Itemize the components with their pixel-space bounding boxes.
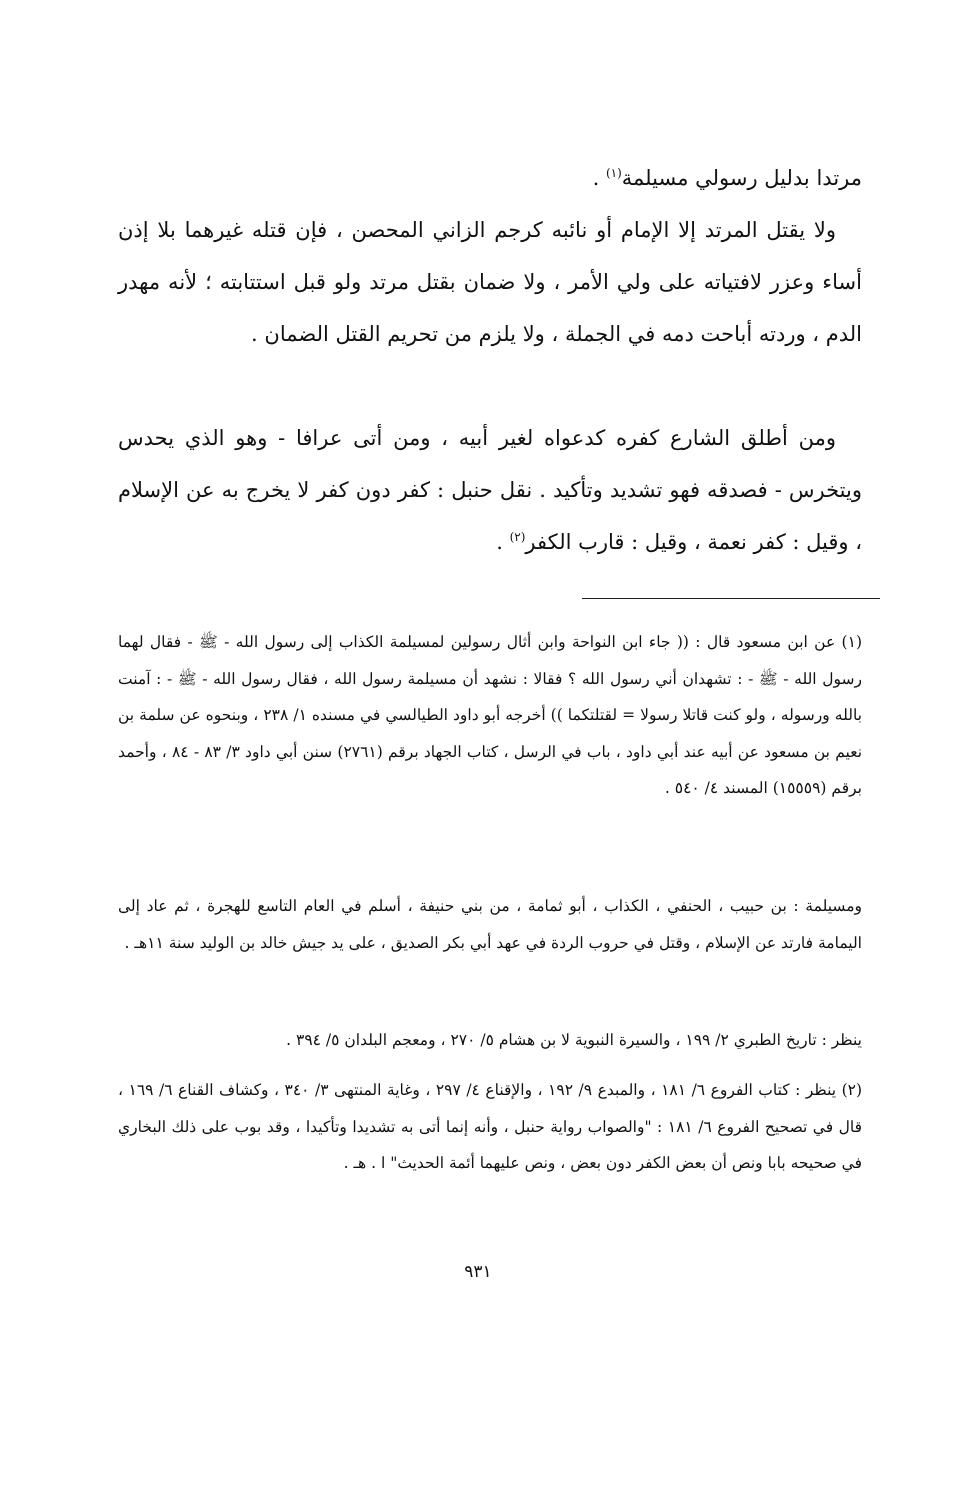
footnote-1-references-text: ينظر : تاريخ الطبري ٢/ ١٩٩ ، والسيرة النبوية لا بن هشام ٥/ ٢٧٠ ، ومعجم البلدان ٥/ ٣٩٤ . — [286, 1031, 862, 1049]
para3-end: . — [496, 530, 510, 554]
body-paragraph-3 — [118, 412, 862, 568]
body-paragraph-2 — [118, 204, 862, 360]
body-paragraph-1 — [118, 152, 862, 204]
footnote-separator — [582, 598, 880, 599]
footnote-ref-1[interactable]: (١) — [605, 166, 622, 180]
para3-text: ومن أطلق الشارع كفره كدعواه لغير أبيه ، ومن أتى عرافا - وهو الذي يحدس ويتخرس - فصدقه فهو تشديد وتأكيد . نقل حنبل : كفر دون كفر لا يخرج به عن الإسلام ، وقيل : كفر نعمة ، وقيل : قارب الكفر — [118, 426, 862, 554]
footnote-1-references — [118, 1022, 862, 1059]
para2-text: ولا يقتل المرتد إلا الإمام أو نائبه كرجم الزاني المحصن ، فإن قتله غيرهما بلا إذن أساء وعزر لافتياته على ولي الأمر ، ولا ضمان بقتل مرتد ولو قبل استتابته ؛ لأنه مهدر الدم ، وردته أباحت دمه في الجملة ، ولا يلزم من تحريم القتل الضمان . — [118, 218, 862, 346]
para1-end: . — [592, 166, 606, 190]
para1-text: مرتدا بدليل رسولي مسيلمة — [621, 166, 862, 190]
footnote-1-musaylima — [118, 888, 862, 961]
footnote-ref-2[interactable]: (٢) — [509, 530, 526, 544]
page-number: ٩٣١ — [464, 1262, 492, 1282]
footnote-1-musaylima-text: ومسيلمة : بن حبيب ، الحنفي ، الكذاب ، أبو ثمامة ، من بني حنيفة ، أسلم في العام التاسع للهجرة ، ثم عاد إلى اليمامة فارتد عن الإسلام ، وقتل في حروب الردة في عهد أبي بكر الصديق ، على يد جيش خالد بن الوليد سنة ١١هـ . — [118, 897, 862, 952]
footnote-1-text: (١) عن ابن مسعود قال : (( جاء ابن النواحة وابن أثال رسولين لمسيلمة الكذاب إلى رسول الله - ﷺ - فقال لهما رسول الله - ﷺ - : تشهدان أني رسول الله ؟ فقالا : نشهد أن مسيلمة رسول الله ، فقال رسول الله - ﷺ - : آمنت بالله ورسوله ، ولو كنت قاتلا رسولا = لقتلتكما )) أخرجه أبو داود الطيالسي في مسنده ١/ ٢٣٨ ، وبنحوه عن سلمة بن نعيم بن مسعود عن أبيه عند أبي داود ، باب في الرسل ، كتاب الجهاد برقم (٢٧٦١) سنن أبي داود ٣/ ٨٣ - ٨٤ ، وأحمد برقم (١٥٥٥٩) المسند ٤/ ٥٤٠ . — [118, 633, 863, 797]
footnote-2-text: (٢) ينظر : كتاب الفروع ٦/ ١٨١ ، والمبدع ٩/ ١٩٢ ، والإقناع ٤/ ٢٩٧ ، وغاية المنتهى ٣/ ٣٤٠ ، وكشاف القناع ٦/ ١٦٩ ، قال في تصحيح الفروع ٦/ ١٨١ : "والصواب رواية حنبل ، وأنه إنما أتى به تشديدا وتأكيدا ، وقد بوب على ذلك البخاري في صحيحه بابا ونص أن بعض الكفر دون بعض ، ونص عليهما أئمة الحديث" ا . هـ . — [118, 1081, 863, 1172]
footnote-2 — [118, 1072, 862, 1182]
footnote-1 — [118, 624, 862, 807]
